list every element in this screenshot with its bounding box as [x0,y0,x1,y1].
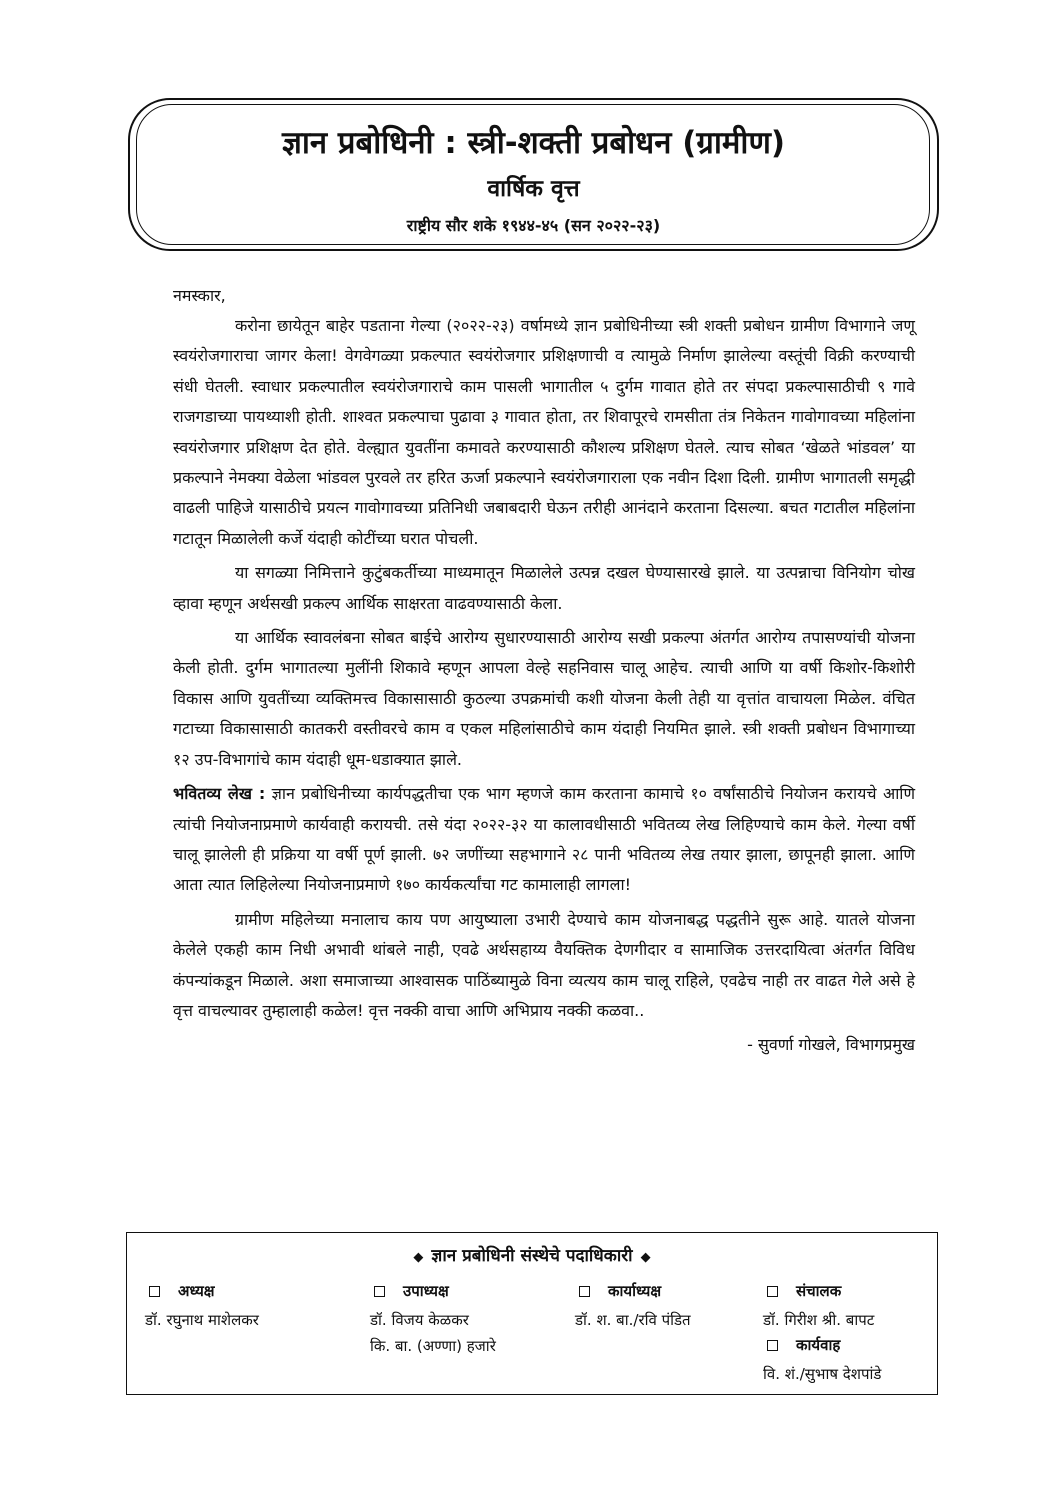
square-bullet-icon [579,1286,590,1297]
director-role: संचालक [796,1282,842,1300]
secretary-name: वि. शं./सुभाष देशपांडे [763,1365,882,1383]
paragraph-future-plan [173,779,915,901]
page-title: ज्ञान प्रबोधिनी : स्त्री-शक्ती प्रबोधन (ग्रामीण) [281,125,786,161]
officers-box [126,1232,938,1395]
paragraph-intro: करोना छायेतून बाहेर पडताना गेल्या (२०२२-२३) वर्षामध्ये ज्ञान प्रबोधिनीच्या स्त्री शक्ती प्रबोधन ग्रामीण विभागाने जणू स्वयंरोजगाराचा जागर केला! वेगवेगळ्या प्रकल्पात स्वयंरोजगार प्रशिक्षणाची व त्यामुळे निर्माण झालेल्या वस्तूंची विक्री करण्याची संधी घेतली. स्वाधार प्रकल्पातील स्वयंरोजगाराचे काम पासली भागातील ५ दुर्गम गावात होते तर संपदा प्रकल्पासाठीची ९ गावे राजगडाच्या पायथ्याशी होती. शाश्वत प्रकल्पाचा पुढावा ३ गावात होता, तर शिवापूरचे रामसीता तंत्र निकेतन गावोगावच्या महिलांना स्वयंरोजगार प्रशिक्षण देत होते. वेल्ह्यात युवतींना कमावते करण्यासाठी कौशल्य प्रशिक्षण घेतले. त्याच सोबत ‘खेळते भांडवल’ या प्रकल्पाने नेमक्या वेळेला भांडवल पुरवले तर हरित ऊर्जा प्रकल्पाने स्वयंरोजगाराला एक नवीन दिशा दिली. ग्रामीण भागातली समृद्धी वाढली पाहिजे यासाठीचे प्रयत्न गावोगावच्या प्रतिनिधी जबाबदारी घेऊन तरीही आनंदाने करताना दिसल्या. बचत गटातील महिलांना गटातून मिळालेली कर्जे यंदाही कोटींच्या घरात पोचली. [173,316,915,548]
square-bullet-icon [149,1286,160,1297]
officers-title [127,1243,937,1266]
report-body [173,281,915,1060]
paragraph-closing: ग्रामीण महिलेच्या मनालाच काय पण आयुष्याला उभारी देण्याचे काम योजनाबद्ध पद्धतीने सुरू आहे. यातले योजना केलेले एकही काम निधी अभावी थांबले नाही, एवढे अर्थसहाय्य वैयक्तिक देणगीदार व सामाजिक उत्तरदायित्वा अंतर्गत विविध कंपन्यांकडून मिळाले. अशा समाजाच्या आश्वासक पाठिंब्यामुळे विना व्यत्यय काम चालू राहिले, एवढेच नाही तर वाढत गेले असे हे वृत्त वाचल्यावर तुम्हालाही कळेल! वृत्त नक्की वाचा आणि अभिप्राय नक्की कळवा.. [173,909,915,1020]
paragraph-health: या आर्थिक स्वावलंबना सोबत बाईचे आरोग्य सुधारण्यासाठी आरोग्य सखी प्रकल्पा अंतर्गत आरोग्य तपासण्यांची योजना केली होती. दुर्गम भागातल्या मुलींनी शिकावे म्हणून आपला वेल्हे सहनिवास चालू आहेच. त्याची आणि या वर्षी किशोर-किशोरी विकास आणि युवतींच्या व्यक्तिमत्त्व विकासासाठी कुठल्या उपक्रमांची कशी योजना केली तेही या वृत्तांत वाचायला मिळेल. वंचित गटाच्या विकासासाठी कातकरी वस्तीवरचे काम व एकल महिलांसाठीचे काम यंदाही नियमित झाले. स्त्री शक्ती प्रबोधन विभागाच्या १२ उप-विभागांचे काम यंदाही धूम-धडाक्यात झाले. [173,628,915,769]
future-plan-text: ज्ञान प्रबोधिनीच्या कार्यपद्धतीचा एक भाग म्हणजे काम करताना कामाचे १० वर्षांसाठीचे नियोजन करायचे आणि त्यांची नियोजनाप्रमाणे कार्यवाही करायची. तसे यंदा २०२२-३२ या कालावधीसाठी भवितव्य लेख लिहिण्याचे काम केले. गेल्या वर्षी चालू झालेली ही प्रक्रिया या वर्षी पूर्ण झाली. ७२ जणींच्या सहभागाने २८ पानी भवितव्य लेख तयार झाला, छापूनही झाला. आणि आता त्यात लिहिलेल्या नियोजनाप्रमाणे १७० कार्यकर्त्यांचा गट कामालाही लागला! [173,784,916,895]
secretary-role: कार्यवाह [796,1336,841,1354]
vp-name-2: कि. बा. (अण्णा) हजारे [370,1337,496,1355]
officer-column-president [145,1279,259,1333]
square-bullet-icon [374,1286,385,1297]
exec-name: डॉ. श. बा./रवि पंडित [575,1311,691,1329]
officer-column-exec [575,1279,691,1333]
exec-role: कार्याध्यक्ष [608,1282,662,1300]
officers-title-text: ज्ञान प्रबोधिनी संस्थेचे पदाधिकारी [431,1246,633,1266]
director-name: डॉ. गिरीश श्री. बापट [763,1311,875,1329]
diamond-icon: ◆ [640,1250,651,1265]
paragraph-income: या सगळ्या निमित्ताने कुटुंबकर्तीच्या माध्यमातून मिळालेले उत्पन्न दखल घेण्यासारखे झाले. या उत्पन्नाचा विनियोग चोख व्हावा म्हणून अर्थसखी प्रकल्प आर्थिक साक्षरता वाढवण्यासाठी केला. [173,563,915,613]
signature: - सुवर्णा गोखले, विभागप्रमुख [747,1035,915,1055]
square-bullet-icon [767,1340,778,1351]
greeting: नमस्कार, [173,286,226,305]
year-line: राष्ट्रीय सौर शके १९४४-४५ (सन २०२२-२३) [406,216,661,235]
future-plan-lead: भवितव्य लेख : [173,784,266,804]
officer-column-director [763,1279,881,1387]
vp-name-1: डॉ. विजय केळकर [370,1311,469,1329]
officer-column-vp [370,1279,496,1359]
president-role: अध्यक्ष [178,1282,215,1300]
president-name: डॉ. रघुनाथ माशेलकर [145,1311,259,1329]
page-subtitle: वार्षिक वृत्त [487,176,580,202]
diamond-icon: ◆ [413,1250,424,1265]
vp-role: उपाध्यक्ष [403,1282,449,1300]
square-bullet-icon [767,1286,778,1297]
